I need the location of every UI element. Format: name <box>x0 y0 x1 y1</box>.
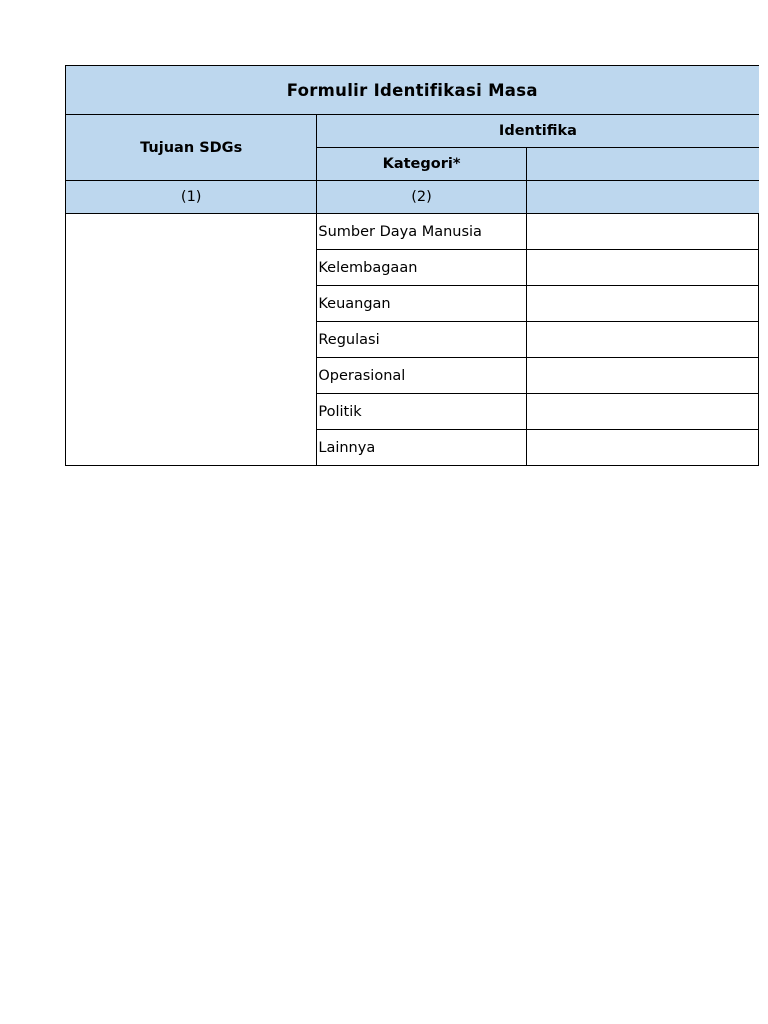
value-cell[interactable] <box>526 250 758 286</box>
identification-form-table <box>65 65 759 466</box>
value-cell[interactable] <box>526 358 758 394</box>
column-number-1: (1) <box>66 181 317 214</box>
tujuan-sdgs-cell[interactable] <box>66 214 317 466</box>
tujuan-sdgs-header: Tujuan SDGs <box>66 115 317 181</box>
category-cell-kelembagaan[interactable]: Kelembagaan <box>317 250 526 286</box>
header-extra-cell <box>526 148 758 181</box>
value-cell[interactable] <box>526 322 758 358</box>
form-title: Formulir Identifikasi Masa <box>286 80 538 100</box>
value-cell[interactable] <box>526 286 758 322</box>
identifikasi-label: Identifika <box>498 123 577 139</box>
identifikasi-header <box>317 115 759 148</box>
column-number-3 <box>526 181 758 214</box>
column-number-2: (2) <box>317 181 526 214</box>
form-title-cell <box>66 66 759 115</box>
category-cell-keuangan[interactable]: Keuangan <box>317 286 526 322</box>
value-cell[interactable] <box>526 214 758 250</box>
category-cell-politik[interactable]: Politik <box>317 394 526 430</box>
value-cell[interactable] <box>526 430 758 466</box>
value-cell[interactable] <box>526 394 758 430</box>
category-cell-regulasi[interactable]: Regulasi <box>317 322 526 358</box>
kategori-header: Kategori* <box>317 148 526 181</box>
category-cell-lainnya[interactable]: Lainnya <box>317 430 526 466</box>
category-cell-sdm[interactable]: Sumber Daya Manusia <box>317 214 526 250</box>
category-cell-operasional[interactable]: Operasional <box>317 358 526 394</box>
form-table-clip <box>65 65 577 469</box>
